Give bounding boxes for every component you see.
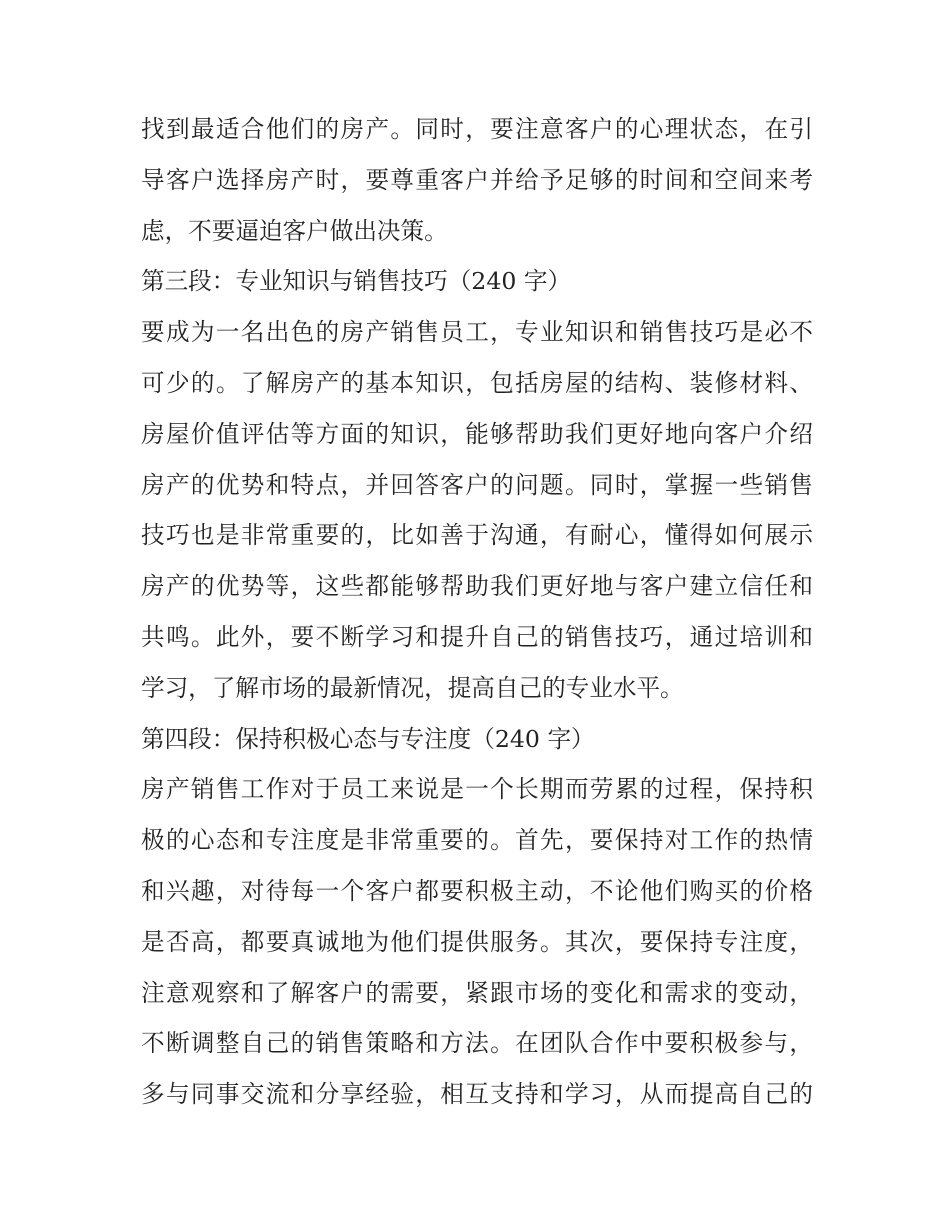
text-line: 房产的优势等，这些都能够帮助我们更好地与客户建立信任和 — [141, 572, 813, 601]
document-page — [141, 104, 813, 1120]
text-line: 导客户选择房产时，要尊重客户并给予足够的时间和空间来考 — [141, 165, 813, 194]
text-line: 房产销售工作对于员工来说是一个长期而劳累的过程，保持积 — [141, 775, 813, 804]
paragraph-continued — [141, 104, 813, 256]
text-line: 极的心态和专注度是非常重要的。首先，要保持对工作的热情 — [141, 826, 813, 855]
text-line: 要成为一名出色的房产销售员工，专业知识和销售技巧是必不 — [141, 318, 813, 347]
paragraph-section-4 — [141, 764, 813, 1120]
text-line: 是否高，都要真诚地为他们提供服务。其次，要保持专注度， — [141, 927, 813, 956]
text-line: 可少的。了解房产的基本知识，包括房屋的结构、装修材料、 — [141, 368, 813, 397]
text-line: 多与同事交流和分享经验，相互支持和学习，从而提高自己的 — [141, 1080, 813, 1109]
text-line: 找到最适合他们的房产。同时，要注意客户的心理状态，在引 — [141, 115, 813, 143]
text-line: 技巧也是非常重要的，比如善于沟通，有耐心，懂得如何展示 — [141, 521, 813, 550]
text-line: 房屋价值评估等方面的知识，能够帮助我们更好地向客户介绍 — [141, 419, 813, 448]
text-line: 虑，不要逼迫客户做出决策。 — [141, 216, 448, 245]
text-line: 和兴趣，对待每一个客户都要积极主动，不论他们购买的价格 — [141, 876, 813, 905]
text-line: 学习，了解市场的最新情况，提高自己的专业水平。 — [141, 673, 684, 702]
text-line: 注意观察和了解客户的需要，紧跟市场的变化和需求的变动， — [141, 978, 813, 1007]
text-line: 不断调整自己的销售策略和方法。在团队合作中要积极参与， — [141, 1029, 813, 1058]
text-line: 房产的优势和特点，并回答客户的问题。同时，掌握一些销售 — [141, 470, 813, 499]
section-heading-3: 第三段：专业知识与销售技巧（240 字） — [141, 267, 572, 296]
text-line: 共鸣。此外，要不断学习和提升自己的销售技巧，通过培训和 — [141, 622, 813, 651]
paragraph-section-3 — [141, 307, 813, 713]
section-heading-4: 第四段：保持积极心态与专注度（240 字） — [141, 724, 595, 753]
